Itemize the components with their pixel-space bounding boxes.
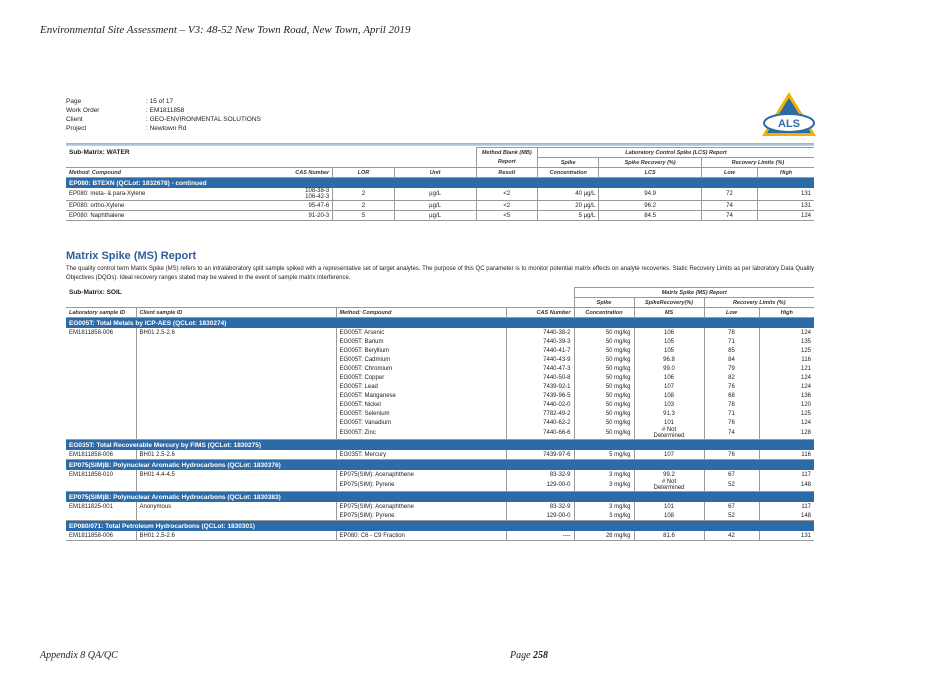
col-cas: CAS Number [291,168,332,178]
col-ms-high: High [759,308,814,318]
cas-cell: 91-20-3 [291,211,332,221]
table-row [66,364,814,373]
group-title: EG035T: Total Recoverable Mercury by FIMS (QCLot: 1830275) [66,440,814,451]
concentration-cell: 3 mg/kg [574,470,634,479]
table-row [66,337,814,346]
low-cell: 72 [701,188,757,201]
ms-cell: 101 [634,418,704,427]
ms-submatrix-label: Sub-Matrix: [69,289,105,296]
concentration-cell: 3 mg/kg [574,502,634,511]
col-lor: LOR [333,168,394,178]
submatrix-label: Sub-Matrix: [69,149,105,156]
col-ms-cas: CAS Number [506,308,574,318]
group-title: EG005T: Total Metals by ICP-AES (QCLot: 1830274) [66,318,814,329]
high-cell: 116 [759,450,814,460]
table-row [66,479,814,492]
compound-cell: EG005T: Nickel [336,400,506,409]
concentration-cell: 50 mg/kg [574,409,634,418]
concentration-cell: 40 µg/L [537,188,598,201]
lcs-cell: 96.2 [599,201,701,211]
high-cell: 117 [759,470,814,479]
cas-cell: 7440-02-0 [506,400,574,409]
concentration-cell: 3 mg/kg [574,511,634,521]
high-cell: 131 [759,531,814,541]
client-id-cell [136,409,336,418]
cas-cell: 7439-97-6 [506,450,574,460]
low-cell: 74 [701,211,757,221]
low-cell: 42 [704,531,759,541]
col-client-id: Client sample ID [136,308,336,318]
table-row [66,470,814,479]
low-cell: 71 [704,409,759,418]
compound-cell: EP075(SIM): Acenaphthene [336,502,506,511]
table-row [66,211,814,221]
ms-cell: 103 [634,400,704,409]
low-cell: 76 [704,382,759,391]
col-ms-concentration: Concentration [574,308,634,318]
compound-cell: EG005T: Manganese [336,391,506,400]
cas-cell: 7782-49-2 [506,409,574,418]
compound-cell: EP075(SIM): Pyrene [336,511,506,521]
ms-cell: 107 [634,382,704,391]
low-cell: 82 [704,373,759,382]
low-cell: 74 [704,427,759,440]
lab-id-cell [66,382,136,391]
ms-description: The quality control term Matrix Spike (MS) refers to an intralaboratory split sample spiked with a representative set of target analytes. The purpose of this QC parameter is to monitor potential matrix effects on analyte recoveries. Static Recovery Limits as per laboratory Data Quality Objectives (DQOs). Ideal recovery ranges stated may be waived in the event of sample matrix interference. [66,266,814,281]
concentration-cell: 50 mg/kg [574,400,634,409]
concentration-cell: 50 mg/kg [574,328,634,337]
compound-cell: EG005T: Chromium [336,364,506,373]
client-id-cell [136,337,336,346]
high-cell: 135 [759,337,814,346]
cas-cell: 7440-66-6 [506,427,574,440]
compound-cell: EG005T: Vanadium [336,418,506,427]
client-id-cell [136,511,336,521]
high-cell: 121 [759,364,814,373]
low-cell: 67 [704,470,759,479]
cas-cell: 129-00-0 [506,511,574,521]
table-row [66,427,814,440]
ms-cell: 107 [634,450,704,460]
compound-cell: EG005T: Arsenic [336,328,506,337]
client-id-cell [136,355,336,364]
lab-id-cell: EM1811858-006 [66,450,136,460]
col-result: Result [476,168,537,178]
result-cell: <5 [476,211,537,221]
table-row [66,188,814,201]
method-blank-header: Method Blank (MB) [476,148,537,158]
header-separator [66,143,814,146]
group-row [66,460,814,471]
lab-id-cell: EM1811858-010 [69,471,113,478]
lab-id-cell [66,400,136,409]
col-ms-low: Low [704,308,759,318]
low-cell: 79 [704,364,759,373]
compound-cell: EG035T: Mercury [336,450,506,460]
ms-cell [634,427,704,440]
client-id-cell: BH01 4.4-4.5 [136,470,336,479]
ms-cell-line1: # Not [661,427,677,433]
concentration-cell: 50 mg/kg [574,373,634,382]
high-cell: 125 [759,409,814,418]
concentration-cell: 50 mg/kg [574,346,634,355]
table-row [66,346,814,355]
ms-cell [634,479,704,492]
ms-cell: 108 [634,511,704,521]
meta-row [66,97,261,106]
meta-value: : EM1811858 [146,107,185,114]
client-id-cell [136,479,336,492]
table-row [66,201,814,211]
concentration-cell: 50 mg/kg [574,382,634,391]
col-unit: Unit [394,168,476,178]
group-row [66,318,814,329]
ms-cell: 96.8 [634,355,704,364]
client-id-cell [136,391,336,400]
lor-cell: 5 [333,211,394,221]
cas-cell: 7440-43-9 [506,355,574,364]
table-row [66,373,814,382]
table-row [66,409,814,418]
lab-id-cell [66,479,136,492]
concentration-cell: 50 mg/kg [574,391,634,400]
cas-cell-line2: 106-42-3 [305,194,330,200]
low-cell: 67 [704,502,759,511]
low-cell: 52 [704,511,759,521]
low-cell: 85 [704,346,759,355]
cas-cell: ---- [506,531,574,541]
compound-cell: EG005T: Selenium [336,409,506,418]
ms-cell: 105 [634,337,704,346]
ms-cell: 81.6 [634,531,704,541]
lab-id-cell [66,409,136,418]
concentration-cell: 20 µg/L [537,201,598,211]
lab-id-cell [66,427,136,440]
high-cell: 128 [759,427,814,440]
cas-cell: 7440-39-3 [506,337,574,346]
low-cell: 74 [701,201,757,211]
table-row [66,511,814,521]
concentration-cell: 50 mg/kg [574,337,634,346]
client-id-cell [136,373,336,382]
high-cell: 124 [759,373,814,382]
spike-recovery-header: Spike Recovery (%) [599,158,701,168]
footer-page-label: Page [510,650,531,661]
table-row [66,502,814,511]
lab-id-cell [66,511,136,521]
logo-text: ALS [778,118,800,130]
table-row [66,328,814,337]
high-cell: 120 [759,400,814,409]
ms-cell: 106 [634,373,704,382]
high-cell: 125 [759,346,814,355]
cas-cell: 7440-41-7 [506,346,574,355]
meta-row [66,106,261,115]
low-cell: 78 [704,328,759,337]
lab-id-cell [66,418,136,427]
compound-cell: EP080: Naphthalene [66,211,291,221]
client-id-cell [136,400,336,409]
ms-cell-line2: Determined [653,485,685,491]
client-id-cell [136,427,336,440]
low-cell: 76 [704,418,759,427]
ms-cell-line2: Determined [653,433,685,439]
meta-row [66,115,261,124]
meta-key: Work Order [66,107,100,114]
table-row [66,418,814,427]
meta-value: : Newtown Rd [146,125,187,132]
ms-cell: 101 [634,502,704,511]
concentration-cell: 50 mg/kg [574,427,634,440]
client-id-cell: BH01 2.5-2.6 [136,450,336,460]
ms-cell-line1: # Not [661,479,677,485]
lab-id-cell: EM1811858-006 [66,531,136,541]
lcs-header: Laboratory Control Spike (LCS) Report [537,148,814,158]
compound-cell: EG005T: Lead [336,382,506,391]
high-cell: 117 [759,502,814,511]
ms-report-header: Matrix Spike (MS) Report [574,288,814,298]
result-cell: <2 [476,201,537,211]
cas-cell: 95-47-6 [291,201,332,211]
lab-id-cell [66,337,136,346]
footer-page [510,650,548,661]
cas-cell: 7440-38-2 [506,328,574,337]
col-low: Low [701,168,757,178]
ms-spike-recovery-header: SpikeRecovery(%) [634,298,704,308]
als-logo [760,90,818,138]
col-ms: MS [634,308,704,318]
meta-key: Project [66,125,87,132]
cas-cell: 83-32-9 [506,502,574,511]
cas-cell: 7440-50-8 [506,373,574,382]
result-cell: <2 [476,188,537,201]
table-row [66,450,814,460]
high-cell: 124 [759,382,814,391]
meta-key: Page [66,98,82,105]
lab-id-cell [66,373,136,382]
concentration-cell: 3 mg/kg [574,479,634,492]
concentration-cell: 5 mg/kg [574,450,634,460]
ms-cell: 106 [634,328,704,337]
high-cell: 148 [759,511,814,521]
ms-cell: 99.0 [634,364,704,373]
low-cell: 84 [704,355,759,364]
col-lab-id: Laboratory sample ID [66,308,136,318]
client-id-cell: BH01 2.5-2.6 [136,328,336,337]
client-id-cell: Anonymous [136,502,336,511]
client-id-cell [136,418,336,427]
group-title: EP075(SIM)B: Polynuclear Aromatic Hydrocarbons (QCLot: 1830383) [66,492,814,503]
ms-spike-header: Spike [574,298,634,308]
ms-cell: 108 [634,391,704,400]
spike-header: Spike [537,158,598,168]
col-method: Method: Compound [66,168,291,178]
compound-cell: EP080: ortho-Xylene [66,201,291,211]
low-cell: 52 [704,479,759,492]
compound-cell: EP080: meta- & para-Xylene [66,188,291,201]
compound-cell: EP080: C6 - C9 Fraction [336,531,506,541]
cas-cell: 7440-62-2 [506,418,574,427]
concentration-cell: 50 mg/kg [574,364,634,373]
col-ms-method: Method: Compound [336,308,506,318]
client-id-cell: BH01 2.5-2.6 [136,531,336,541]
ms-table [66,287,814,541]
ms-cell: 105 [634,346,704,355]
cas-cell: 83-32-9 [506,470,574,479]
low-cell: 76 [704,450,759,460]
group-title: EP075(SIM)B: Polynuclear Aromatic Hydrocarbons (QCLot: 1830376) [66,460,814,471]
cas-cell: 7440-47-3 [506,364,574,373]
lcs-cell: 84.5 [599,211,701,221]
ms-cell: 91.3 [634,409,704,418]
lcs-cell: 94.9 [599,188,701,201]
compound-cell: EG005T: Cadmium [336,355,506,364]
lab-id-cell [66,355,136,364]
concentration-cell: 50 mg/kg [574,418,634,427]
unit-cell: µg/L [394,201,476,211]
recovery-limits-header: Recovery Limits (%) [701,158,814,168]
compound-cell: EP075(SIM): Acenaphthene [336,470,506,479]
ms-cell: 99.2 [634,470,704,479]
meta-value: : 15 of 17 [146,98,174,105]
cas-cell [291,188,332,201]
footer-appendix: Appendix 8 QA/QC [40,650,118,661]
lab-id-cell: EM1811858-006 [69,329,113,336]
high-cell: 124 [759,418,814,427]
ms-title: Matrix Spike (MS) Report [66,250,197,262]
concentration-cell: 5 µg/L [537,211,598,221]
lab-id-cell [66,364,136,373]
compound-cell: EG005T: Beryllium [336,346,506,355]
cas-cell: 7439-92-1 [506,382,574,391]
concentration-cell: 28 mg/kg [574,531,634,541]
col-lcs: LCS [599,168,701,178]
low-cell: 71 [704,337,759,346]
high-cell: 124 [758,211,814,221]
lcs-table [66,147,814,221]
compound-cell: EP075(SIM): Pyrene [336,479,506,492]
lcs-group-title: EP080: BTEXN (QCLot: 1832678) - continued [66,178,814,189]
compound-cell: EG005T: Barium [336,337,506,346]
cas-cell-line1: 108-38-3 [305,188,330,194]
compound-cell: EG005T: Copper [336,373,506,382]
client-id-cell [136,346,336,355]
lor-cell: 2 [333,201,394,211]
ms-submatrix-value: SOIL [106,289,122,296]
high-cell: 131 [758,201,814,211]
lor-cell: 2 [333,188,394,201]
high-cell: 124 [759,328,814,337]
lab-id-cell: EM1811825-001 [69,503,113,510]
client-id-cell [136,364,336,373]
col-concentration: Concentration [537,168,598,178]
group-row [66,521,814,532]
table-row [66,531,814,541]
client-id-cell [136,382,336,391]
ms-recovery-limits-header: Recovery Limits (%) [704,298,814,308]
unit-cell: µg/L [394,188,476,201]
compound-cell: EG005T: Zinc [336,427,506,440]
unit-cell: µg/L [394,211,476,221]
submatrix-value: WATER [106,149,130,156]
table-row [66,355,814,364]
low-cell: 78 [704,400,759,409]
group-row [66,440,814,451]
lab-id-cell [66,346,136,355]
low-cell: 68 [704,391,759,400]
table-row [66,400,814,409]
table-row [66,391,814,400]
group-row [66,492,814,503]
group-title: EP080/071: Total Petroleum Hydrocarbons (QCLot: 1830301) [66,521,814,532]
meta-row [66,124,261,133]
meta-value: : GEO-ENVIRONMENTAL SOLUTIONS [146,116,261,123]
cas-cell: 7439-96-5 [506,391,574,400]
footer-page-number: 258 [533,650,549,661]
high-cell: 131 [758,188,814,201]
report-header: Report [476,158,537,168]
high-cell: 136 [759,391,814,400]
high-cell: 116 [759,355,814,364]
high-cell: 148 [759,479,814,492]
lab-id-cell [66,391,136,400]
meta-key: Client [66,116,83,123]
table-row [66,382,814,391]
document-header: Environmental Site Assessment – V3: 48-52 New Town Road, New Town, April 2019 [40,24,411,36]
col-high: High [758,168,814,178]
report-meta [66,97,261,133]
concentration-cell: 50 mg/kg [574,355,634,364]
cas-cell: 129-00-0 [506,479,574,492]
